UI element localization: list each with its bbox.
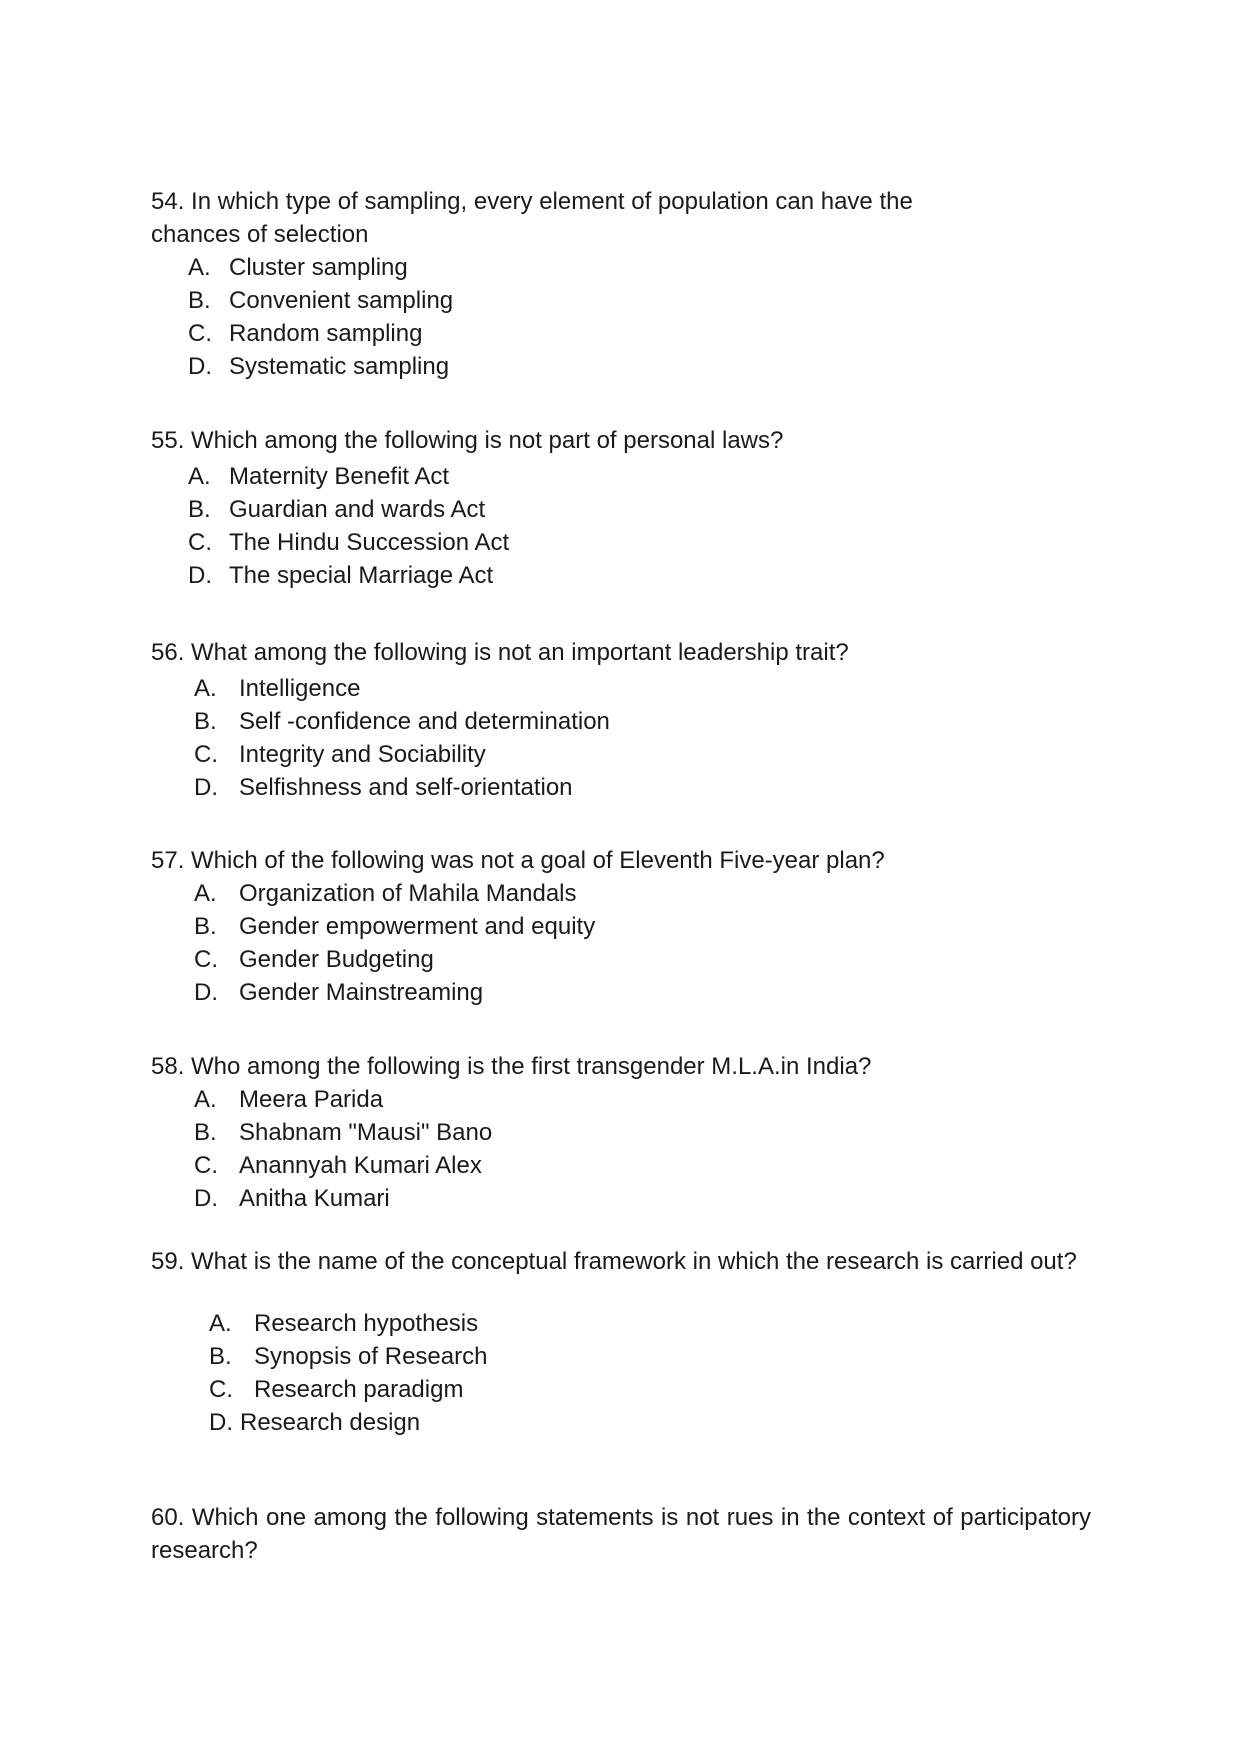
- question-text: 56. What among the following is not an important leadership trait?: [151, 639, 849, 666]
- option-letter: B.: [194, 913, 217, 940]
- option-letter: C.: [188, 320, 212, 347]
- option-letter: B.: [194, 1119, 217, 1146]
- question-56: [151, 636, 1091, 804]
- option-letter: A.: [194, 675, 217, 702]
- option-letter: A.: [188, 463, 211, 490]
- option-letter: C.: [194, 946, 218, 973]
- option-letter: A.: [209, 1310, 232, 1337]
- option-d: [151, 350, 1091, 383]
- option-text: Self -confidence and determination: [239, 708, 610, 735]
- option-letter: D.: [188, 562, 212, 589]
- option-text: Systematic sampling: [229, 353, 450, 380]
- option-text: Gender empowerment and equity: [239, 913, 596, 940]
- option-letter: A.: [194, 1086, 217, 1113]
- option-text: Selfishness and self-orientation: [239, 774, 573, 801]
- option-letter: A.: [194, 880, 217, 907]
- option-text: Integrity and Sociability: [239, 741, 486, 768]
- option-letter: A.: [188, 254, 211, 281]
- option-text: Organization of Mahila Mandals: [239, 880, 577, 907]
- question-text: 55. Which among the following is not part of personal laws?: [151, 427, 784, 454]
- option-a: [151, 1307, 1091, 1340]
- question-text: 58. Who among the following is the first transgender M.L.A.in India?: [151, 1053, 872, 1080]
- option-letter: B.: [188, 496, 211, 523]
- option-text: Guardian and wards Act: [229, 496, 486, 523]
- option-text: Gender Budgeting: [239, 946, 434, 973]
- option-text: Anitha Kumari: [239, 1185, 390, 1212]
- option-d: [151, 976, 1091, 1009]
- option-b: [151, 493, 1091, 526]
- option-a: [151, 877, 1091, 910]
- option-letter: D.: [194, 774, 218, 801]
- option-c: [151, 526, 1091, 559]
- option-text: Intelligence: [239, 675, 361, 702]
- options-list: [151, 251, 1091, 383]
- option-c: [151, 738, 1091, 771]
- option-letter: B.: [209, 1343, 232, 1370]
- options-list: [151, 1083, 1091, 1215]
- option-letter: C.: [209, 1376, 233, 1403]
- option-a: [151, 251, 1091, 284]
- option-b: [151, 910, 1091, 943]
- question-text: 60. Which one among the following statements is not rues in the context of participatory research?: [151, 1504, 1091, 1564]
- options-list: [151, 1307, 1091, 1439]
- option-a: [151, 460, 1091, 493]
- option-a: [151, 1083, 1091, 1116]
- option-b: [151, 1340, 1091, 1373]
- option-letter: C.: [194, 1152, 218, 1179]
- option-d: [151, 771, 1091, 804]
- option-d: [151, 1182, 1091, 1215]
- question-text: 59. What is the name of the conceptual framework in which the research is carried out?: [151, 1248, 1077, 1275]
- option-c: [151, 317, 1091, 350]
- question-57: [151, 844, 1091, 1009]
- option-text: Maternity Benefit Act: [229, 463, 450, 490]
- option-text: Research paradigm: [254, 1376, 464, 1403]
- option-text: Meera Parida: [239, 1086, 384, 1113]
- option-letter: B.: [194, 708, 217, 735]
- option-text: Anannyah Kumari Alex: [239, 1152, 482, 1179]
- question-54: [151, 185, 1091, 383]
- question-text: 57. Which of the following was not a goal of Eleventh Five-year plan?: [151, 847, 885, 874]
- option-text: Convenient sampling: [229, 287, 454, 314]
- question-text: 54. In which type of sampling, every element of population can have the chances of selection: [151, 188, 913, 248]
- options-list: [151, 672, 1091, 804]
- option-text: Shabnam "Mausi" Bano: [239, 1119, 493, 1146]
- option-a: [151, 672, 1091, 705]
- option-text: Research hypothesis: [254, 1310, 479, 1337]
- option-b: [151, 705, 1091, 738]
- option-text: The Hindu Succession Act: [229, 529, 510, 556]
- option-c: [151, 1373, 1091, 1406]
- option-b: [151, 284, 1091, 317]
- option-text: The special Marriage Act: [229, 562, 494, 589]
- question-60: [151, 1501, 1091, 1567]
- options-list: [151, 460, 1091, 592]
- option-letter: B.: [188, 287, 211, 314]
- options-list: [151, 877, 1091, 1009]
- question-59: [151, 1245, 1091, 1439]
- option-letter: C.: [188, 529, 212, 556]
- option-letter: D.: [194, 1185, 218, 1212]
- option-c: [151, 1149, 1091, 1182]
- option-text: Random sampling: [229, 320, 423, 347]
- option-letter: D.: [194, 979, 218, 1006]
- option-d: [151, 559, 1091, 592]
- question-55: [151, 424, 1091, 592]
- option-letter: D.: [209, 1409, 233, 1436]
- option-text: Research design: [240, 1409, 421, 1436]
- option-c: [151, 943, 1091, 976]
- option-letter: D.: [188, 353, 212, 380]
- option-d: [151, 1406, 1091, 1439]
- question-58: [151, 1050, 1091, 1215]
- option-text: Gender Mainstreaming: [239, 979, 484, 1006]
- option-text: Synopsis of Research: [254, 1343, 488, 1370]
- option-b: [151, 1116, 1091, 1149]
- option-letter: C.: [194, 741, 218, 768]
- option-text: Cluster sampling: [229, 254, 408, 281]
